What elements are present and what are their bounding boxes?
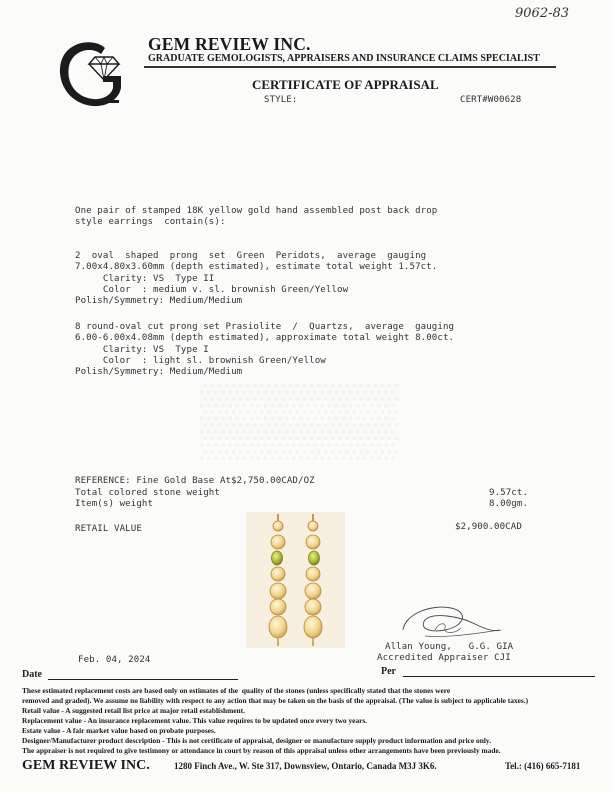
retail-value-amount: $2,900.00CAD	[455, 522, 522, 532]
description-line-1: One pair of stamped 18K yellow gold hand assembled post back drop	[75, 206, 438, 216]
date-label: Date	[22, 669, 42, 680]
file-number: 9062-83	[515, 6, 570, 21]
stone-weight-label: Total colored stone weight	[75, 488, 220, 498]
footer-note-4: Replacement value - An insurance replacement value. This value requires to be updated once every two years.	[22, 716, 368, 725]
item-weight-value: 8.00gm.	[489, 499, 529, 509]
appraiser-signature	[395, 600, 505, 646]
stone-2-color: Color : light sl. brownish Green/Yellow	[75, 356, 326, 366]
per-label: Per	[381, 666, 396, 677]
appraiser-name: Allan Young, G.G. GIA	[385, 642, 514, 652]
company-name: GEM REVIEW INC.	[148, 34, 311, 54]
cert-number: CERT#W00628	[460, 95, 522, 105]
style-label: STYLE:	[264, 95, 298, 105]
footer-note-7: The appraiser is not required to give testimony or attendance in court by reason of this appraisal unless other arrangements have been previously made.	[22, 746, 501, 755]
footer-note-1: These estimated replacement costs are based only on estimates of the quality of the stones (unless specifically stated that the stones were	[22, 686, 451, 695]
footer-note-6: Designer/Manufacturer product description - This is not certificate of appraisal, designer or manufacture supply product information and price only.	[22, 736, 492, 745]
stone-weight-value: 9.57ct.	[489, 488, 529, 498]
date-value: Feb. 04, 2024	[78, 655, 151, 665]
certificate-title: CERTIFICATE OF APPRAISAL	[252, 77, 439, 92]
stone-2-line-2: 6.00-6.00x4.08mm (depth estimated), approximate total weight 8.00ct.	[75, 333, 455, 343]
stone-2-polish: Polish/Symmetry: Medium/Medium	[75, 367, 243, 377]
stone-2-clarity: Clarity: VS Type I	[75, 345, 209, 355]
header-divider	[144, 66, 556, 68]
reference-line: REFERENCE: Fine Gold Base At$2,750.00CAD/OZ	[75, 476, 315, 486]
date-rule	[48, 679, 238, 680]
footer-note-3: Retail value - A suggested retail list price at major retail establishment.	[22, 706, 245, 715]
stone-1-polish: Polish/Symmetry: Medium/Medium	[75, 296, 243, 306]
company-tagline: GRADUATE GEMOLOGISTS, APPRAISERS AND INSURANCE CLAIMS SPECIALIST	[148, 53, 540, 64]
appraiser-title: Accredited Appraiser CJI	[377, 653, 511, 663]
signature-rule	[403, 676, 595, 677]
stone-1-color: Color : medium v. sl. brownish Green/Yellow	[75, 285, 349, 295]
footer-note-5: Estate value - A fair market value based on probate purposes.	[22, 726, 216, 735]
watermark-graphic: ▒▒▒▒	[200, 381, 399, 458]
footer-address: 1280 Finch Ave., W. Ste 317, Downsview, Ontario, Canada M3J 3K6.	[174, 761, 437, 771]
footer-phone: Tel.: (416) 665-7181	[505, 761, 581, 771]
footer-note-2: removed and graded). We assume no liability with respect to any action that may be taken on the basis of the appraisal. (The value is subject to applicable taxes.)	[22, 696, 529, 705]
stone-1-line-2: 7.00x4.80x3.60mm (depth estimated), estimate total weight 1.57ct.	[75, 262, 438, 272]
gem-review-logo	[55, 36, 135, 112]
earrings-photo	[246, 512, 345, 648]
item-weight-label: Item(s) weight	[75, 499, 154, 509]
description-line-2: style earrings contain(s):	[75, 217, 226, 227]
stone-1-line-1: 2 oval shaped prong set Green Peridots, average gauging	[75, 251, 427, 261]
footer-company: GEM REVIEW INC.	[22, 758, 150, 773]
stone-1-clarity: Clarity: VS Type II	[75, 274, 215, 284]
stone-2-line-1: 8 round-oval cut prong set Prasiolite / Quartzs, average gauging	[75, 322, 455, 332]
retail-value-label: RETAIL VALUE	[75, 524, 142, 534]
